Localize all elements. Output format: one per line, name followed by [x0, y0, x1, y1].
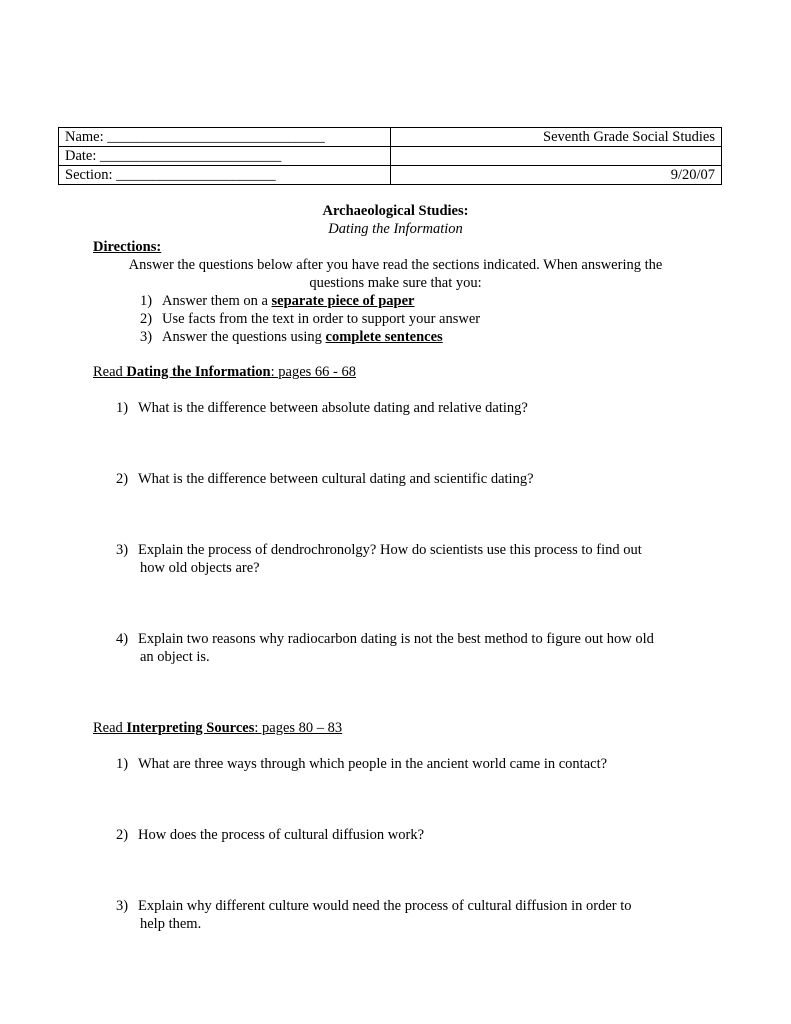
item-number: 3) [140, 329, 153, 345]
question-text: What are three ways through which people in the ancient world came in contact? [138, 756, 608, 772]
section2-heading [93, 719, 342, 737]
question-number: 1) [116, 400, 129, 416]
question-text: Explain why different culture would need the process of cultural diffusion in order to [138, 898, 632, 914]
document-title: Archaeological Studies: [322, 203, 469, 219]
question-number: 2) [116, 827, 129, 843]
section2-topic: Interpreting Sources [126, 720, 255, 736]
directions-intro-line2: questions make sure that you: [309, 275, 482, 291]
header-table [58, 127, 722, 185]
question-text: What is the difference between absolute dating and relative dating? [138, 400, 528, 416]
question-text-continued: how old objects are? [140, 560, 260, 576]
item-emphasis: complete sentences [325, 329, 443, 345]
item-text: Answer them on a [162, 293, 272, 309]
read-label: Read [93, 364, 127, 380]
question-number: 4) [116, 631, 129, 647]
question-number: 3) [116, 542, 129, 558]
section1-heading [93, 363, 356, 381]
question-text-continued: help them. [140, 916, 202, 932]
directions-heading: Directions: [93, 239, 162, 255]
question-item [116, 399, 528, 417]
directions-item [140, 292, 414, 310]
question-number: 2) [116, 471, 129, 487]
question-text: How does the process of cultural diffusion work? [138, 827, 425, 843]
question-text: Explain two reasons why radiocarbon dating is not the best method to figure out how old [138, 631, 654, 647]
section1-topic: Dating the Information [126, 364, 271, 380]
question-item [116, 470, 534, 488]
item-text: Use facts from the text in order to support your answer [162, 311, 481, 327]
section-field: Section: ______________________ [59, 166, 391, 185]
section1-pages: : pages 66 - 68 [270, 364, 356, 380]
question-number: 1) [116, 756, 129, 772]
read-label: Read [93, 720, 127, 736]
question-text: Explain the process of dendrochronolgy? How do scientists use this process to find out [138, 542, 642, 558]
empty-cell [390, 147, 722, 166]
question-item [116, 630, 654, 648]
item-number: 2) [140, 311, 153, 327]
question-text: What is the difference between cultural dating and scientific dating? [138, 471, 534, 487]
question-number: 3) [116, 898, 129, 914]
directions-item [140, 310, 480, 328]
document-date: 9/20/07 [390, 166, 722, 185]
document-subtitle: Dating the Information [328, 221, 463, 237]
course-title: Seventh Grade Social Studies [390, 128, 722, 147]
question-item [116, 826, 424, 844]
item-text: Answer the questions using [162, 329, 326, 345]
question-item [116, 541, 642, 559]
question-item [116, 897, 632, 915]
directions-intro-line1: Answer the questions below after you have read the sections indicated. When answering the [128, 257, 663, 273]
section2-pages: : pages 80 – 83 [254, 720, 343, 736]
question-text-continued: an object is. [140, 649, 210, 665]
item-number: 1) [140, 293, 153, 309]
directions-item [140, 328, 443, 346]
date-field: Date: _________________________ [59, 147, 391, 166]
item-emphasis: separate piece of paper [271, 293, 415, 309]
question-item [116, 755, 607, 773]
name-field: Name: ______________________________ [59, 128, 391, 147]
